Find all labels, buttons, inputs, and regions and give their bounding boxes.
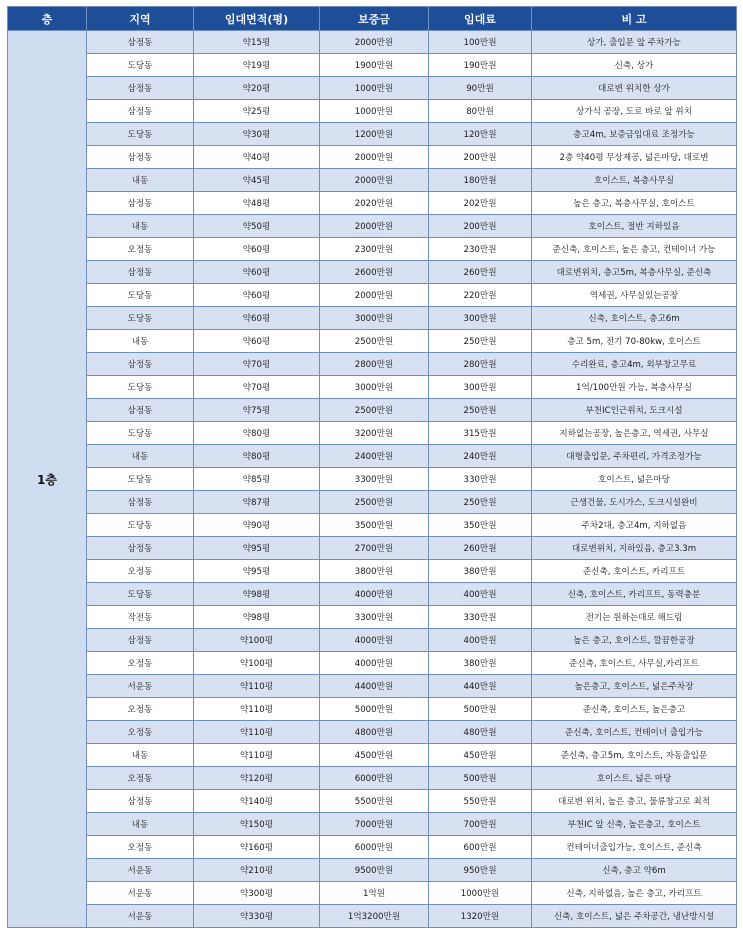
table-row — [8, 123, 737, 146]
region-cell: 도당동 — [87, 583, 194, 606]
remarks-cell: 준신축, 호이스트, 카리프트 — [532, 560, 737, 583]
deposit-cell: 6000만원 — [320, 836, 429, 859]
remarks-cell: 호이스트, 복층사무실 — [532, 169, 737, 192]
remarks-cell: 수리완료, 층고4m, 외부창고무료 — [532, 353, 737, 376]
table-row — [8, 698, 737, 721]
region-cell: 서운동 — [87, 905, 194, 928]
deposit-cell: 4400만원 — [320, 675, 429, 698]
region-cell: 도당동 — [87, 307, 194, 330]
region-cell: 작전동 — [87, 606, 194, 629]
remarks-cell: 준신축, 호이스트, 높은층고 — [532, 698, 737, 721]
remarks-cell: 2층 약40평 무상제공, 넓은마당, 대로변 — [532, 146, 737, 169]
table-row — [8, 514, 737, 537]
region-cell: 삼정동 — [87, 629, 194, 652]
area-cell: 약98평 — [194, 583, 320, 606]
table-row — [8, 445, 737, 468]
table-row — [8, 307, 737, 330]
deposit-cell: 7000만원 — [320, 813, 429, 836]
rent-cell: 190만원 — [429, 54, 532, 77]
region-cell: 서운동 — [87, 675, 194, 698]
region-cell: 삼정동 — [87, 146, 194, 169]
remarks-cell: 준신축, 호이스트, 컨테이너 출입가능 — [532, 721, 737, 744]
table-row — [8, 146, 737, 169]
remarks-cell: 근생건물, 도시가스, 도크시설완비 — [532, 491, 737, 514]
rent-cell: 220만원 — [429, 284, 532, 307]
area-cell: 약110평 — [194, 698, 320, 721]
area-cell: 약150평 — [194, 813, 320, 836]
table-row — [8, 77, 737, 100]
table-row — [8, 284, 737, 307]
region-cell: 도당동 — [87, 123, 194, 146]
header-row — [8, 7, 737, 31]
area-cell: 약90평 — [194, 514, 320, 537]
rent-cell: 380만원 — [429, 560, 532, 583]
region-cell: 도당동 — [87, 54, 194, 77]
deposit-cell: 4000만원 — [320, 652, 429, 675]
remarks-cell: 전기는 원하는대로 해드림 — [532, 606, 737, 629]
rent-cell: 300만원 — [429, 307, 532, 330]
table-row — [8, 836, 737, 859]
rent-cell: 230만원 — [429, 238, 532, 261]
rent-cell: 120만원 — [429, 123, 532, 146]
rent-cell: 260만원 — [429, 537, 532, 560]
table-row — [8, 721, 737, 744]
deposit-cell: 2020만원 — [320, 192, 429, 215]
remarks-cell: 호이스트, 넓은 마당 — [532, 767, 737, 790]
table-row — [8, 537, 737, 560]
remarks-cell: 호이스트, 절반 지하있음 — [532, 215, 737, 238]
remarks-cell: 1억/100만원 가능, 복층사무실 — [532, 376, 737, 399]
remarks-cell: 대로변위치, 지하있음, 층고3.3m — [532, 537, 737, 560]
rent-cell: 500만원 — [429, 767, 532, 790]
deposit-cell: 2500만원 — [320, 330, 429, 353]
remarks-cell: 준신축, 호이스트, 사무실,카리프트 — [532, 652, 737, 675]
deposit-cell: 4500만원 — [320, 744, 429, 767]
deposit-cell: 5500만원 — [320, 790, 429, 813]
region-cell: 삼정동 — [87, 261, 194, 284]
rent-cell: 440만원 — [429, 675, 532, 698]
area-cell: 약100평 — [194, 652, 320, 675]
table-row — [8, 744, 737, 767]
area-cell: 약95평 — [194, 560, 320, 583]
region-cell: 삼정동 — [87, 537, 194, 560]
deposit-cell: 1억원 — [320, 882, 429, 905]
area-cell: 약80평 — [194, 445, 320, 468]
deposit-cell: 2600만원 — [320, 261, 429, 284]
table-row — [8, 675, 737, 698]
deposit-cell: 2500만원 — [320, 399, 429, 422]
table-row — [8, 560, 737, 583]
rent-cell: 80만원 — [429, 100, 532, 123]
area-cell: 약210평 — [194, 859, 320, 882]
region-cell: 삼정동 — [87, 790, 194, 813]
region-cell: 서운동 — [87, 882, 194, 905]
header-deposit: 보증금 — [320, 7, 429, 31]
area-cell: 약80평 — [194, 422, 320, 445]
deposit-cell: 3200만원 — [320, 422, 429, 445]
remarks-cell: 상가식 공장, 도로 바로 앞 위치 — [532, 100, 737, 123]
area-cell: 약60평 — [194, 307, 320, 330]
deposit-cell: 4000만원 — [320, 583, 429, 606]
deposit-cell: 2500만원 — [320, 491, 429, 514]
region-cell: 오정동 — [87, 698, 194, 721]
deposit-cell: 4000만원 — [320, 629, 429, 652]
remarks-cell: 신축, 호이스트, 넓은 주차공간, 냉난방시설 — [532, 905, 737, 928]
rent-cell: 250만원 — [429, 330, 532, 353]
region-cell: 오정동 — [87, 721, 194, 744]
region-cell: 오정동 — [87, 560, 194, 583]
rent-cell: 950만원 — [429, 859, 532, 882]
deposit-cell: 1900만원 — [320, 54, 429, 77]
area-cell: 약110평 — [194, 675, 320, 698]
region-cell: 내동 — [87, 744, 194, 767]
rent-cell: 400만원 — [429, 583, 532, 606]
deposit-cell: 1200만원 — [320, 123, 429, 146]
remarks-cell: 층고 5m, 전기 70-80kw, 호이스트 — [532, 330, 737, 353]
rent-cell: 700만원 — [429, 813, 532, 836]
deposit-cell: 9500만원 — [320, 859, 429, 882]
deposit-cell: 2800만원 — [320, 353, 429, 376]
area-cell: 약40평 — [194, 146, 320, 169]
remarks-cell: 상가, 출입문 앞 주차가능 — [532, 31, 737, 54]
remarks-cell: 역세권, 사무실있는공장 — [532, 284, 737, 307]
region-cell: 오정동 — [87, 652, 194, 675]
region-cell: 도당동 — [87, 468, 194, 491]
table-body — [8, 31, 737, 928]
area-cell: 약60평 — [194, 330, 320, 353]
rent-cell: 300만원 — [429, 376, 532, 399]
table-row — [8, 353, 737, 376]
table-row — [8, 652, 737, 675]
region-cell: 도당동 — [87, 376, 194, 399]
rent-cell: 500만원 — [429, 698, 532, 721]
area-cell: 약98평 — [194, 606, 320, 629]
region-cell: 내동 — [87, 330, 194, 353]
remarks-cell: 높은층고, 호이스트, 넓은주차장 — [532, 675, 737, 698]
deposit-cell: 3500만원 — [320, 514, 429, 537]
deposit-cell: 2000만원 — [320, 169, 429, 192]
rent-cell: 550만원 — [429, 790, 532, 813]
remarks-cell: 주차2대, 층고4m, 지하없음 — [532, 514, 737, 537]
area-cell: 약70평 — [194, 353, 320, 376]
table-row — [8, 583, 737, 606]
remarks-cell: 대로변 위치, 높은 층고, 물류창고로 최적 — [532, 790, 737, 813]
table-row — [8, 376, 737, 399]
table-row — [8, 422, 737, 445]
rent-cell: 380만원 — [429, 652, 532, 675]
deposit-cell: 4800만원 — [320, 721, 429, 744]
region-cell: 삼정동 — [87, 31, 194, 54]
deposit-cell: 1000만원 — [320, 77, 429, 100]
rent-cell: 1320만원 — [429, 905, 532, 928]
table-row — [8, 905, 737, 928]
table-row — [8, 215, 737, 238]
area-cell: 약85평 — [194, 468, 320, 491]
rent-cell: 260만원 — [429, 261, 532, 284]
area-cell: 약110평 — [194, 721, 320, 744]
deposit-cell: 3800만원 — [320, 560, 429, 583]
region-cell: 오정동 — [87, 836, 194, 859]
floor-cell: 1층 — [8, 31, 87, 928]
remarks-cell: 준신축, 층고5m, 호이스트, 자동출입문 — [532, 744, 737, 767]
area-cell: 약300평 — [194, 882, 320, 905]
region-cell: 오정동 — [87, 238, 194, 261]
deposit-cell: 1000만원 — [320, 100, 429, 123]
area-cell: 약20평 — [194, 77, 320, 100]
area-cell: 약160평 — [194, 836, 320, 859]
area-cell: 약95평 — [194, 537, 320, 560]
rent-cell: 280만원 — [429, 353, 532, 376]
region-cell: 도당동 — [87, 422, 194, 445]
table-row — [8, 54, 737, 77]
area-cell: 약120평 — [194, 767, 320, 790]
table-row — [8, 238, 737, 261]
table-row — [8, 882, 737, 905]
area-cell: 약19평 — [194, 54, 320, 77]
deposit-cell: 5000만원 — [320, 698, 429, 721]
region-cell: 도당동 — [87, 514, 194, 537]
remarks-cell: 대형출입문, 주차편리, 가격조정가능 — [532, 445, 737, 468]
table-row — [8, 192, 737, 215]
header-remarks: 비 고 — [532, 7, 737, 31]
rent-cell: 330만원 — [429, 606, 532, 629]
remarks-cell: 컨테이너출입가능, 호이스트, 준신축 — [532, 836, 737, 859]
deposit-cell: 6000만원 — [320, 767, 429, 790]
region-cell: 삼정동 — [87, 100, 194, 123]
area-cell: 약60평 — [194, 238, 320, 261]
table-row — [8, 31, 737, 54]
region-cell: 삼정동 — [87, 399, 194, 422]
rent-cell: 100만원 — [429, 31, 532, 54]
deposit-cell: 3000만원 — [320, 376, 429, 399]
region-cell: 내동 — [87, 215, 194, 238]
deposit-cell: 2300만원 — [320, 238, 429, 261]
table-row — [8, 629, 737, 652]
region-cell: 삼정동 — [87, 491, 194, 514]
rent-cell: 350만원 — [429, 514, 532, 537]
table-row — [8, 491, 737, 514]
area-cell: 약110평 — [194, 744, 320, 767]
deposit-cell: 3000만원 — [320, 307, 429, 330]
rent-cell: 250만원 — [429, 399, 532, 422]
region-cell: 삼정동 — [87, 192, 194, 215]
table-row — [8, 790, 737, 813]
remarks-cell: 대로변위치, 층고5m, 복층사무실, 준신축 — [532, 261, 737, 284]
rent-cell: 200만원 — [429, 215, 532, 238]
header-floor: 층 — [8, 7, 87, 31]
remarks-cell: 호이스트, 넓은마당 — [532, 468, 737, 491]
area-cell: 약330평 — [194, 905, 320, 928]
remarks-cell: 신축, 상가 — [532, 54, 737, 77]
rent-cell: 202만원 — [429, 192, 532, 215]
rent-cell: 200만원 — [429, 146, 532, 169]
rent-cell: 450만원 — [429, 744, 532, 767]
region-cell: 삼정동 — [87, 77, 194, 100]
region-cell: 삼정동 — [87, 353, 194, 376]
remarks-cell: 부천IC인근위치, 도크시설 — [532, 399, 737, 422]
rent-cell: 400만원 — [429, 629, 532, 652]
listing-table — [7, 6, 737, 928]
deposit-cell: 3300만원 — [320, 606, 429, 629]
region-cell: 내동 — [87, 813, 194, 836]
rent-cell: 480만원 — [429, 721, 532, 744]
region-cell: 내동 — [87, 169, 194, 192]
table-row — [8, 100, 737, 123]
area-cell: 약100평 — [194, 629, 320, 652]
area-cell: 약15평 — [194, 31, 320, 54]
region-cell: 서운동 — [87, 859, 194, 882]
deposit-cell: 2000만원 — [320, 215, 429, 238]
area-cell: 약87평 — [194, 491, 320, 514]
deposit-cell: 3300만원 — [320, 468, 429, 491]
deposit-cell: 1억3200만원 — [320, 905, 429, 928]
region-cell: 오정동 — [87, 767, 194, 790]
remarks-cell: 높은 층고, 복층사무실, 호이스트 — [532, 192, 737, 215]
area-cell: 약50평 — [194, 215, 320, 238]
rent-cell: 1000만원 — [429, 882, 532, 905]
remarks-cell: 준신축, 호이스트, 높은 층고, 컨테이너 가능 — [532, 238, 737, 261]
header-area: 임대면적(평) — [194, 7, 320, 31]
rent-cell: 180만원 — [429, 169, 532, 192]
rent-cell: 90만원 — [429, 77, 532, 100]
area-cell: 약45평 — [194, 169, 320, 192]
table-row — [8, 261, 737, 284]
remarks-cell: 부천IC 앞 신축, 높은층고, 호이스트 — [532, 813, 737, 836]
rent-cell: 250만원 — [429, 491, 532, 514]
deposit-cell: 2000만원 — [320, 146, 429, 169]
table-row — [8, 399, 737, 422]
area-cell: 약75평 — [194, 399, 320, 422]
table-row — [8, 468, 737, 491]
rent-cell: 330만원 — [429, 468, 532, 491]
area-cell: 약140평 — [194, 790, 320, 813]
deposit-cell: 2700만원 — [320, 537, 429, 560]
remarks-cell: 층고4m, 보증금임대료 조정가능 — [532, 123, 737, 146]
deposit-cell: 2000만원 — [320, 284, 429, 307]
area-cell: 약25평 — [194, 100, 320, 123]
table-row — [8, 330, 737, 353]
remarks-cell: 대로변 위치한 상가 — [532, 77, 737, 100]
table-row — [8, 606, 737, 629]
table-row — [8, 859, 737, 882]
header-rent: 임대료 — [429, 7, 532, 31]
remarks-cell: 지하없는공장, 높은층고, 역세권, 사무실 — [532, 422, 737, 445]
remarks-cell: 신축, 층고 약6m — [532, 859, 737, 882]
deposit-cell: 2400만원 — [320, 445, 429, 468]
area-cell: 약60평 — [194, 261, 320, 284]
rent-cell: 315만원 — [429, 422, 532, 445]
table-row — [8, 169, 737, 192]
header-region: 지역 — [87, 7, 194, 31]
deposit-cell: 2000만원 — [320, 31, 429, 54]
area-cell: 약60평 — [194, 284, 320, 307]
remarks-cell: 높은 층고, 호이스트, 깔끔한공장 — [532, 629, 737, 652]
region-cell: 내동 — [87, 445, 194, 468]
remarks-cell: 신축, 지하없음, 높은 층고, 카리프트 — [532, 882, 737, 905]
remarks-cell: 신축, 호이스트, 카리프트, 동력충분 — [532, 583, 737, 606]
rent-cell: 240만원 — [429, 445, 532, 468]
remarks-cell: 신축, 호이스트, 층고6m — [532, 307, 737, 330]
region-cell: 도당동 — [87, 284, 194, 307]
table-row — [8, 767, 737, 790]
rent-cell: 600만원 — [429, 836, 532, 859]
area-cell: 약70평 — [194, 376, 320, 399]
area-cell: 약48평 — [194, 192, 320, 215]
area-cell: 약30평 — [194, 123, 320, 146]
table-row — [8, 813, 737, 836]
